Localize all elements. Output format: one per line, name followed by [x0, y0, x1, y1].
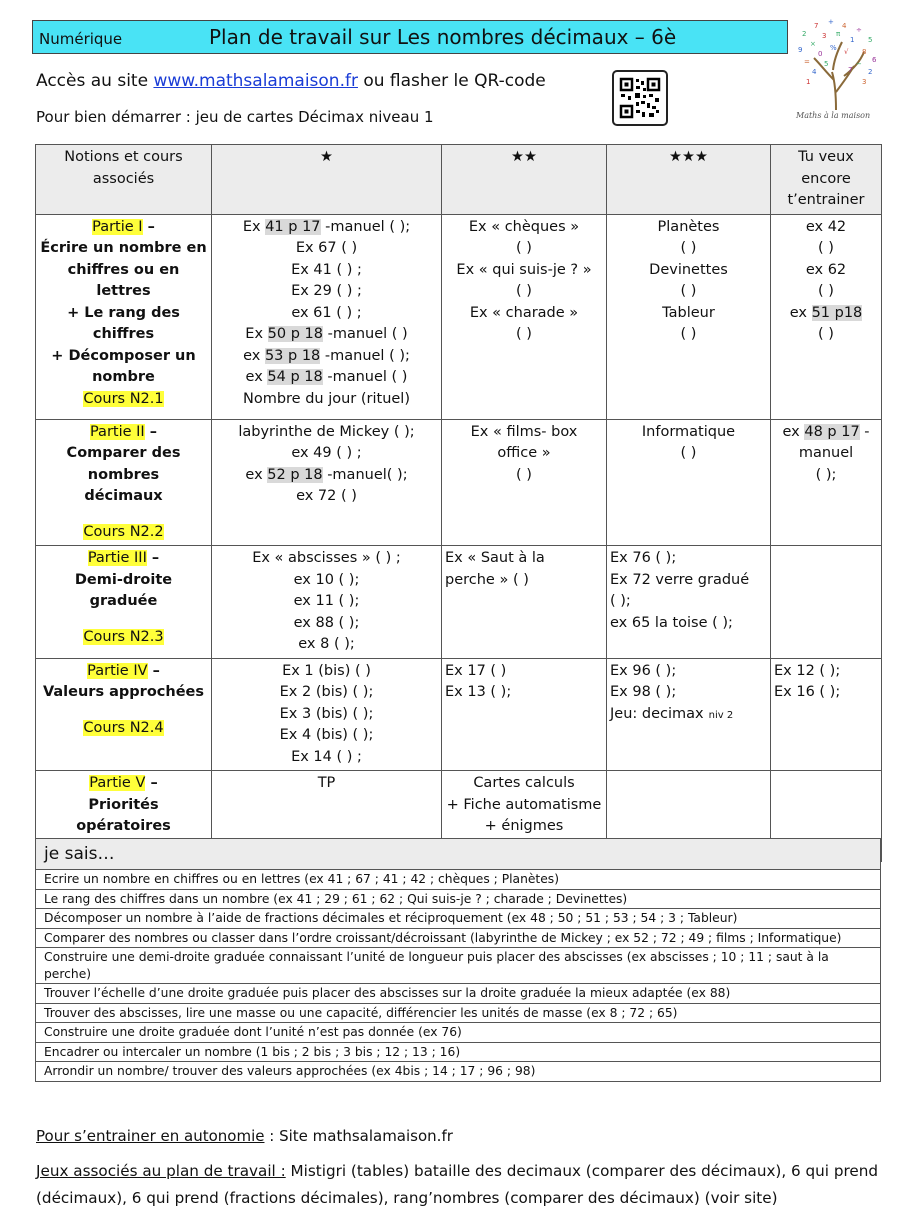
exercise-line: ( ): [680, 445, 697, 461]
three-stars-cell: [607, 214, 771, 419]
exercise-text: Ex 1 (bis) ( ): [282, 662, 371, 679]
notion-cell: [36, 546, 212, 659]
exercise-text: ex: [245, 369, 268, 385]
game-text: Jeu: decimax: [610, 705, 704, 722]
exercise-line: [215, 548, 438, 570]
partie-label: Partie V: [89, 775, 146, 791]
svg-text:×: ×: [810, 40, 816, 48]
skills-title: je sais…: [36, 839, 881, 870]
table-row: [36, 214, 882, 419]
exercise-text: manuel: [798, 445, 854, 461]
exercise-line: Ex 72 verre gradué: [610, 571, 750, 588]
exercise-text: ex 88 ( );: [293, 614, 360, 631]
exercise-line: Ex « charade »: [469, 304, 579, 321]
skill-item: Trouver des abscisses, lire une masse ou une capacité, différencier les unités de masse (ex 8 ; 72 ; 65): [36, 1003, 881, 1023]
partie-dash: –: [142, 218, 155, 235]
exercise-line: ( ): [680, 283, 697, 299]
skill-item: Arrondir un nombre/ trouver des valeurs approchées (ex 4bis ; 14 ; 17 ; 96 ; 98): [36, 1062, 881, 1082]
exercise-line: [215, 260, 438, 282]
exercise-line: [215, 661, 438, 683]
skills-row: [36, 1062, 881, 1082]
skills-row: [36, 928, 881, 948]
exercise-text: Ex 14 ( ) ;: [291, 748, 362, 765]
exercise-text: ex: [243, 347, 265, 364]
page-title: Plan de travail sur Les nombres décimaux – 6è: [209, 25, 677, 49]
svg-text:2: 2: [868, 68, 873, 76]
exercise-line: [215, 281, 438, 303]
skill-item: Décomposer un nombre à l’aide de fractions décimales et réciproquement (ex 48 ; 50 ; 51 ; 53 ; 54 ; 3 ; Tableur): [36, 909, 881, 929]
exercise-line: Ex 96 ( );: [610, 662, 677, 679]
exercise-line: [215, 591, 438, 613]
cours-wrap: [39, 627, 208, 649]
page-ref: 52 p 18: [267, 466, 323, 483]
exercise-line: Tableur: [662, 304, 715, 321]
notion-title-line: nombres: [87, 466, 160, 483]
cours-label: Cours N2.2: [83, 523, 164, 540]
exercise-text: Ex 41 ( ) ;: [291, 261, 362, 278]
svg-text:3: 3: [822, 32, 827, 40]
access-suffix: ou flasher le QR-code: [357, 71, 546, 91]
exercise-text: Ex 4 (bis) ( );: [279, 727, 374, 743]
exercise-line: [215, 747, 438, 769]
skill-item: Comparer des nombres ou classer dans l’ordre croissant/décroissant (labyrinthe de Mickey ; ex 52 ; 72 ; 49 ; films ; Informatique): [36, 928, 881, 948]
extra-cell: [771, 214, 882, 419]
exercise-line: ( ): [516, 326, 532, 342]
logo-text: Maths à la maison: [796, 111, 871, 120]
exercise-line: [215, 613, 438, 635]
qr-code[interactable]: [612, 70, 668, 126]
cours-label: Cours N2.3: [83, 628, 164, 645]
two-stars-cell: [442, 419, 607, 546]
cours-label: Cours N2.1: [83, 390, 164, 407]
partie-label: Partie III: [87, 550, 147, 566]
cours-wrap: [39, 389, 208, 411]
skill-item: Encadrer ou intercaler un nombre (1 bis ; 2 bis ; 3 bis ; 12 ; 13 ; 16): [36, 1042, 881, 1062]
table-row: [36, 419, 882, 546]
cours-wrap: [39, 718, 208, 740]
partie-label: Partie I: [92, 218, 143, 235]
notion-title-line: chiffres ou en: [67, 261, 180, 278]
notion-title-line: + Le rang des: [67, 304, 180, 321]
one-star-cell: [212, 419, 442, 546]
svg-text:7: 7: [814, 22, 819, 30]
exercise-line: Devinettes: [649, 261, 728, 278]
skills-row: [36, 889, 881, 909]
exercise-text-end: -manuel ( ): [322, 369, 408, 385]
partie-dash: –: [146, 550, 160, 566]
exercise-text: ( ): [818, 283, 834, 299]
access-prefix: Accès au site: [36, 71, 154, 91]
page-ref: 54 p 18: [267, 369, 323, 385]
exercise-line: [215, 570, 438, 592]
tree-logo-icon: [792, 14, 884, 124]
cours-wrap: [39, 522, 208, 544]
exercise-text: ex 10 ( );: [293, 571, 360, 588]
autonomy-label: Pour s’entrainer en autonomie: [36, 1127, 265, 1145]
three-stars-cell: [607, 419, 771, 546]
games-text: Mistigri (tables) bataille des decimaux (comparer des décimaux), 6 qui prend (décimaux), 6 qui prend (fractions décimales), rang’nombres (comparer des décimaux) (voir site): [36, 1162, 878, 1207]
exercise-text: ( );: [815, 466, 837, 483]
notion-title-line: lettres: [96, 283, 151, 299]
skills-row: [36, 1023, 881, 1043]
game-line: [610, 704, 767, 727]
header-extra: Tu veux encore t’entrainer: [771, 145, 882, 215]
exercise-line: [215, 465, 438, 487]
exercise-line: Cartes calculs: [473, 775, 575, 791]
page-ref: 48 p 17: [804, 423, 860, 440]
skill-item: Construire une demi-droite graduée connaissant l’unité de longueur puis placer des abscisses (ex abscisses ; 10 ; 11 ; saut à la perche): [36, 948, 881, 984]
skill-item: Ecrire un nombre en chiffres ou en lettres (ex 41 ; 67 ; 41 ; 42 ; chèques ; Planètes): [36, 870, 881, 890]
exercise-line: Ex « chèques »: [468, 218, 580, 235]
exercise-text-end: -manuel ( ): [322, 326, 408, 342]
svg-text:=: =: [804, 58, 810, 66]
table-header-row: [36, 145, 882, 215]
subject-label: Numérique: [39, 30, 123, 48]
exercise-line: [774, 217, 878, 239]
exercise-text: ex 72 ( ): [296, 488, 357, 504]
exercise-line: ex 65 la toise ( );: [610, 614, 733, 631]
exercise-line: Informatique: [641, 423, 736, 440]
exercise-line: [774, 281, 878, 303]
notion-title-line: Écrire un nombre en: [40, 240, 207, 256]
exercise-line: [215, 346, 438, 368]
svg-text:1: 1: [850, 36, 855, 44]
exercise-line: ( ): [516, 466, 532, 483]
exercise-line: [774, 443, 878, 465]
skills-row: [36, 948, 881, 984]
exercise-text: ( ): [818, 240, 834, 256]
svg-text:4: 4: [812, 68, 817, 76]
skills-row: [36, 909, 881, 929]
extra-cell: [771, 546, 882, 659]
extra-cell: [771, 419, 882, 546]
qr-code-icon: [614, 72, 666, 124]
exercise-line: [774, 422, 878, 444]
exercise-text: Ex 67 ( ): [295, 240, 358, 256]
svg-text:÷: ÷: [856, 26, 862, 34]
exercise-line: ( ): [680, 240, 697, 256]
svg-text:√: √: [844, 48, 849, 56]
svg-text:5: 5: [868, 36, 873, 44]
logo: [792, 14, 884, 124]
exercise-line: [774, 682, 878, 704]
exercise-line: Ex « films- box: [470, 423, 578, 440]
svg-text:0: 0: [818, 50, 823, 58]
exercise-line: Ex « Saut à la: [445, 550, 545, 566]
two-stars-cell: [442, 658, 607, 771]
exercise-text: Ex « abscisses » ( ) ;: [252, 550, 401, 566]
games-label: Jeux associés au plan de travail :: [36, 1162, 286, 1180]
exercise-text-end: -manuel( );: [322, 466, 408, 483]
notion-title-line: nombre: [92, 369, 155, 385]
exercise-text: ex 42: [805, 218, 847, 235]
partie-dash: –: [145, 775, 158, 791]
svg-text:2: 2: [802, 30, 807, 38]
exercise-line: [215, 682, 438, 704]
exercise-text: TP: [317, 775, 336, 791]
one-star-cell: [212, 214, 442, 419]
svg-text:%: %: [830, 44, 837, 52]
exercise-line: [215, 422, 438, 444]
exercise-text: ex: [782, 423, 805, 440]
exercise-text: Ex 29 ( ) ;: [291, 283, 362, 299]
notion-cell: [36, 214, 212, 419]
exercise-line: [215, 443, 438, 465]
table-row: [36, 658, 882, 771]
three-stars-cell: [607, 546, 771, 659]
start-line: Pour bien démarrer : jeu de cartes Décimax niveau 1: [36, 108, 434, 126]
exercise-line: [774, 465, 878, 487]
site-link[interactable]: www.mathsalamaison.fr: [153, 71, 358, 91]
notion-title-line: Valeurs approchées: [42, 684, 205, 700]
svg-text:9: 9: [798, 46, 803, 54]
svg-text:3: 3: [862, 78, 867, 86]
exercise-line: ( ): [516, 240, 532, 256]
header-three-stars: ★★★: [607, 145, 771, 215]
exercise-line: [774, 661, 878, 683]
game-level: niv 2: [708, 709, 734, 721]
one-star-cell: [212, 546, 442, 659]
partie-label: Partie II: [89, 423, 145, 440]
partie-heading: [39, 548, 208, 570]
notion-cell: [36, 419, 212, 546]
exercise-line: office »: [497, 445, 551, 461]
skill-item: Le rang des chiffres dans un nombre (ex 41 ; 29 ; 61 ; 62 ; Qui suis-je ? ; charade ; Devinettes): [36, 889, 881, 909]
page-ref: 50 p 18: [267, 326, 323, 342]
exercise-line: ( );: [610, 593, 631, 609]
skills-row: [36, 1042, 881, 1062]
exercise-line: [215, 238, 438, 260]
exercise-text: ex 61 ( ) ;: [291, 304, 362, 321]
exercise-text: ex 49 ( ) ;: [291, 445, 362, 461]
exercise-line: + Fiche automatisme: [446, 796, 602, 813]
page-ref: 53 p 18: [264, 347, 321, 364]
exercise-text: ex 8 ( );: [298, 636, 355, 652]
partie-heading: [39, 773, 208, 795]
exercise-text: Ex 3 (bis) ( );: [279, 705, 374, 722]
partie-heading: [39, 661, 208, 683]
exercise-text: Ex: [245, 326, 268, 342]
exercise-line: [215, 217, 438, 239]
skill-item: Trouver l’échelle d’une droite graduée puis placer des abscisses sur la droite graduée la mieux adaptée (ex 88): [36, 984, 881, 1004]
extra-cell: [771, 658, 882, 771]
exercise-line: [215, 367, 438, 389]
svg-text:π: π: [836, 30, 841, 38]
partie-heading: [39, 217, 208, 239]
exercise-text-end: -: [859, 423, 870, 440]
notion-cell: [36, 658, 212, 771]
exercise-line: [215, 303, 438, 325]
exercise-line: ( ): [516, 283, 532, 299]
exercise-line: Ex 13 ( );: [445, 684, 512, 700]
exercise-text: ex 62: [805, 261, 847, 278]
notion-title-line: Demi-droite graduée: [74, 571, 173, 609]
exercise-line: [215, 324, 438, 346]
partie-label: Partie IV: [87, 662, 148, 679]
svg-text:8: 8: [862, 48, 867, 56]
exercise-text: ex: [789, 304, 812, 321]
skills-header-row: [36, 839, 881, 870]
two-stars-cell: [442, 546, 607, 659]
exercise-line: ( ): [680, 326, 697, 342]
svg-text:5: 5: [824, 60, 829, 68]
exercise-text: ex 11 ( );: [293, 593, 360, 609]
exercise-text: Ex 16 ( );: [774, 684, 841, 700]
notion-title-line: Priorités opératoires: [76, 796, 171, 834]
header-one-star: ★: [212, 145, 442, 215]
exercise-text: Ex 2 (bis) ( );: [279, 684, 374, 700]
header-notions: Notions et cours associés: [36, 145, 212, 215]
exercise-text: Nombre du jour (rituel): [242, 390, 410, 407]
svg-text:4: 4: [842, 22, 847, 30]
exercise-line: [774, 303, 878, 325]
exercise-text-end: -manuel ( );: [320, 347, 410, 364]
partie-dash: –: [144, 423, 158, 440]
notion-title-line: décimaux: [84, 488, 163, 504]
exercise-line: [215, 725, 438, 747]
exercise-line: Planètes: [657, 218, 720, 235]
exercise-line: Ex 76 ( );: [610, 550, 677, 566]
partie-dash: –: [147, 662, 160, 679]
exercise-text: ex: [245, 466, 268, 483]
exercise-line: [215, 773, 438, 795]
autonomy-line: [36, 1127, 453, 1145]
partie-heading: [39, 422, 208, 444]
one-star-cell: [212, 658, 442, 771]
exercise-text: Ex: [242, 218, 266, 235]
exercise-text: ( ): [818, 326, 834, 342]
work-plan-table: [35, 144, 882, 862]
exercise-line: [215, 704, 438, 726]
exercise-line: perche » ( ): [445, 571, 529, 588]
svg-text:6: 6: [872, 56, 877, 64]
svg-text:+: +: [828, 18, 834, 26]
exercise-line: [215, 389, 438, 411]
table-row: [36, 546, 882, 659]
exercise-line: Ex « qui suis-je ? »: [456, 261, 592, 278]
exercise-text: labyrinthe de Mickey ( );: [238, 423, 415, 440]
skills-row: [36, 984, 881, 1004]
header-two-stars: ★★: [442, 145, 607, 215]
notion-title-line: + Décomposer un: [51, 347, 196, 364]
skills-table: [35, 838, 881, 1082]
skill-item: Construire une droite graduée dont l’unité n’est pas donnée (ex 76): [36, 1023, 881, 1043]
skills-row: [36, 870, 881, 890]
cours-label: Cours N2.4: [83, 719, 164, 736]
exercise-text: Ex 12 ( );: [774, 662, 841, 679]
exercise-line: [215, 634, 438, 656]
notion-title-line: chiffres: [92, 326, 155, 342]
page-ref: 41 p 17: [265, 218, 321, 235]
two-stars-cell: [442, 214, 607, 419]
exercise-line: Ex 98 ( );: [610, 684, 677, 700]
title-bar: [32, 20, 788, 54]
exercise-text-end: -manuel ( );: [320, 218, 411, 235]
svg-text:1: 1: [806, 78, 811, 86]
skills-row: [36, 1003, 881, 1023]
exercise-line: [774, 324, 878, 346]
exercise-line: [215, 486, 438, 508]
svg-text:7: 7: [848, 66, 853, 74]
autonomy-text: : Site mathsalamaison.fr: [264, 1127, 453, 1145]
exercise-line: + énigmes: [484, 818, 564, 834]
page-ref: 51 p18: [811, 304, 863, 321]
three-stars-cell: [607, 658, 771, 771]
notion-title-line: Comparer des: [66, 445, 181, 461]
svg-text:−: −: [856, 60, 862, 68]
exercise-line: [774, 238, 878, 260]
exercise-line: [774, 260, 878, 282]
exercise-line: Ex 17 ( ): [445, 662, 507, 679]
access-line: [36, 71, 546, 91]
